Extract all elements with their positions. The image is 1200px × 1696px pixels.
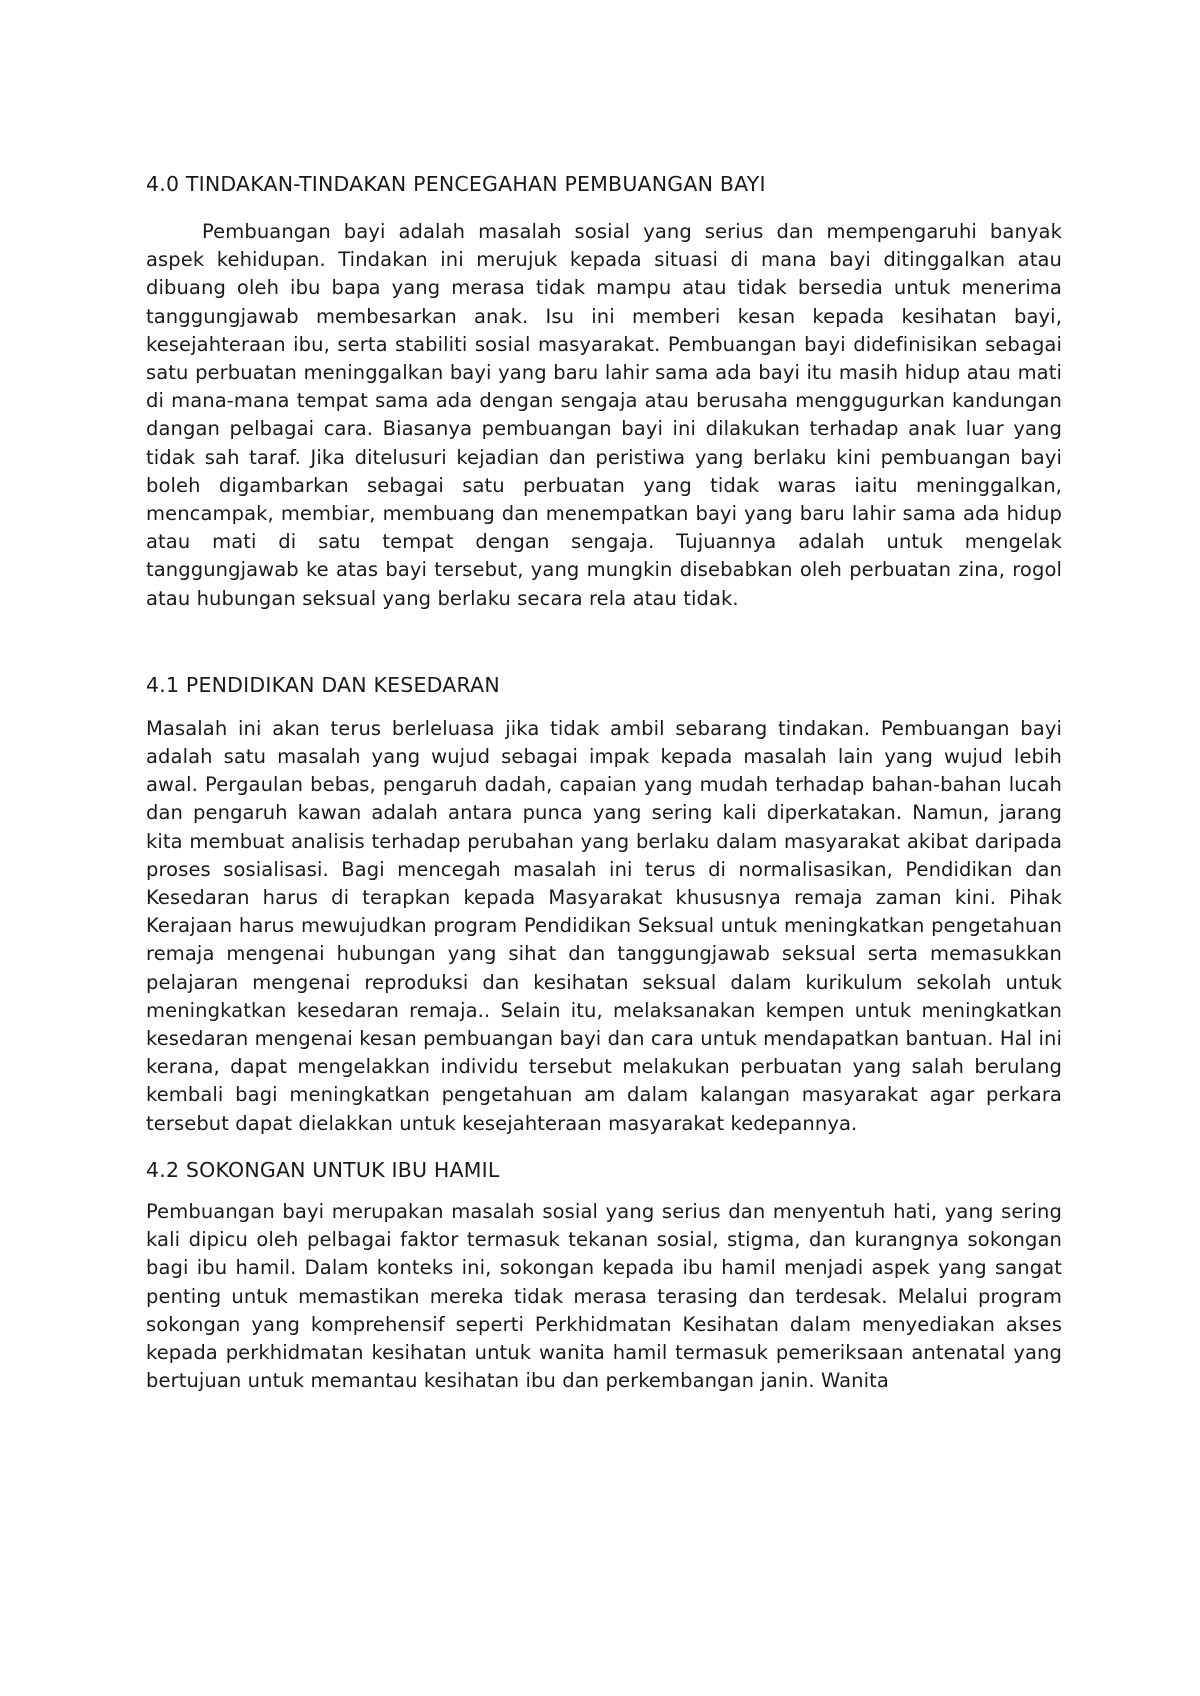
document-body — [146, 170, 1062, 1395]
section-heading-4-0: 4.0 TINDAKAN-TINDAKAN PENCEGAHAN PEMBUANGAN BAYI — [146, 172, 766, 196]
section-paragraph-4-2: Pembuangan bayi merupakan masalah sosial yang serius dan menyentuh hati, yang sering kali dipicu oleh pelbagai faktor termasuk tekanan sosial, stigma, dan kurangnya sokongan bagi ibu hamil. Dalam konteks ini, sokongan kepada ibu hamil menjadi aspek yang sangat penting untuk memastikan mereka tidak merasa terasing dan terdesak. Melalui program sokongan yang komprehensif seperti Perkhidmatan Kesihatan dalam menyediakan akses kepada perkhidmatan kesihatan untuk wanita hamil termasuk pemeriksaan antenatal yang bertujuan untuk memantau kesihatan ibu dan perkembangan janin. Wanita — [146, 1199, 1062, 1393]
spacer — [146, 613, 1062, 671]
section-heading-4-1: 4.1 PENDIDIKAN DAN KESEDARAN — [146, 672, 500, 697]
section-paragraph-4-0: Pembuangan bayi adalah masalah sosial yang serius dan mempengaruhi banyak aspek kehidupan. Tindakan ini merujuk kepada situasi di mana bayi ditinggalkan atau dibuang oleh ibu bapa yang merasa tidak mampu atau tidak bersedia untuk menerima tanggungjawab membesarkan anak. Isu ini memberi kesan kepada kesihatan bayi, kesejahteraan ibu, serta stabiliti sosial masyarakat. Pembuangan bayi didefinisikan sebagai satu perbuatan meninggalkan bayi yang baru lahir sama ada bayi itu masih hidup atau mati di mana-mana tempat sama ada dengan sengaja atau berusaha menggugurkan kandungan dangan pelbagai cara. Biasanya pembuangan bayi ini dilakukan terhadap anak luar yang tidak sah taraf. Jika ditelusuri kejadian dan peristiwa yang berlaku kini pembuangan bayi boleh digambarkan sebagai satu perbuatan yang tidak waras iaitu meninggalkan, mencampak, membiar, membuang dan menempatkan bayi yang baru lahir sama ada hidup atau mati di satu tempat dengan sengaja. Tujuannya adalah untuk mengelak tanggungjawab ke atas bayi tersebut, yang mungkin disebabkan oleh perbuatan zina, rogol atau hubungan seksual yang berlaku secara rela atau tidak. — [146, 220, 1062, 610]
spacer — [146, 1138, 1062, 1156]
section-paragraph-4-1: Masalah ini akan terus berleluasa jika tidak ambil sebarang tindakan. Pembuangan bayi adalah satu masalah yang wujud sebagai impak kepada masalah lain yang wujud lebih awal. Pergaulan bebas, pengaruh dadah, capaian yang mudah terhadap bahan-bahan lucah dan pengaruh kawan adalah antara punca yang sering kali diperkatakan. Namun, jarang kita membuat analisis terhadap perubahan yang berlaku dalam masyarakat akibat daripada proses sosialisasi. Bagi mencegah masalah ini terus di normalisasikan, Pendidikan dan Kesedaran harus di terapkan kepada Masyarakat khususnya remaja zaman kini. Pihak Kerajaan harus mewujudkan program Pendidikan Seksual untuk meningkatkan pengetahuan remaja mengenai hubungan yang sihat dan tanggungjawab seksual serta memasukkan pelajaran mengenai reproduksi dan kesihatan seksual dalam kurikulum sekolah untuk meningkatkan kesedaran remaja.. Selain itu, melaksanakan kempen untuk meningkatkan kesedaran mengenai kesan pembuangan bayi dan cara untuk mendapatkan bantuan. Hal ini kerana, dapat mengelakkan individu tersebut melakukan perbuatan yang salah berulang kembali bagi meningkatkan pengetahuan am dalam kalangan masyarakat agar perkara tersebut dapat dielakkan untuk kesejahteraan masyarakat kedepannya. — [146, 716, 1062, 1135]
section-heading-4-2: 4.2 SOKONGAN UNTUK IBU HAMIL — [146, 1157, 500, 1182]
